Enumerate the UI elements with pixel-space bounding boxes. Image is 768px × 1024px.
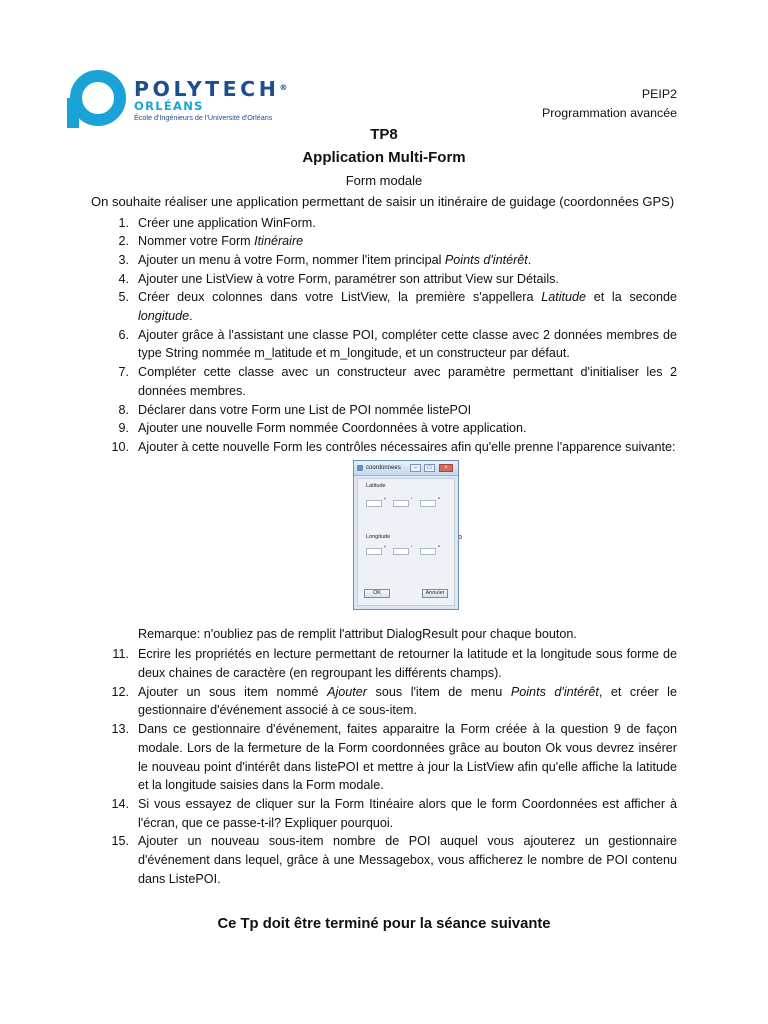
lat-seconds-field — [420, 500, 436, 507]
latitude-label: Latitude — [366, 482, 386, 489]
cancel-button: Annuler — [422, 589, 448, 598]
lon-degree-symbol: ° — [384, 545, 387, 552]
form-screenshot-figure — [91, 460, 677, 620]
form-title: coordonnees — [366, 464, 401, 471]
lat-minute-symbol: ' — [411, 497, 413, 504]
list-item: 5. Créer deux colonnes dans votre ListView, la première s'appellera Latitude et la seconde longitude. — [118, 290, 677, 324]
steps-list-continued — [91, 645, 677, 888]
remark: Remarque: n'oubliez pas de remplit l'attribut DialogResult pour chaque bouton. — [138, 626, 577, 641]
list-item: 12. Ajouter un sous item nommé Ajouter sous l'item de menu Points d'intérêt, et créer le gestionnaire d'événement associé à ce sous-item. — [111, 684, 677, 718]
longitude-label: Longitude — [366, 533, 391, 540]
list-item: 6. Ajouter grâce à l'assistant une classe POI, compléter cette classe avec 2 données membres de type String nommée m_latitude et m_longitude, et un constructeur par défaut. — [118, 327, 677, 361]
polytech-logo-icon — [66, 70, 126, 130]
lon-seconds-field — [420, 548, 436, 555]
document-body — [91, 192, 677, 888]
form-app-icon — [357, 465, 363, 471]
header-class: PEIP2 — [641, 87, 677, 101]
list-item: 8. Déclarer dans votre Form une List de POI nommée listePOI — [118, 402, 472, 417]
header-course: Programmation avancée — [542, 106, 677, 120]
list-item: 3. Ajouter un menu à votre Form, nommer l'item principal Points d'intérêt. — [118, 252, 532, 267]
steps-list — [91, 214, 677, 457]
lat-degrees-field — [366, 500, 382, 507]
intro-paragraph: On souhaite réaliser une application permettant de saisir un itinéraire de guidage (coordonnées GPS) — [91, 194, 675, 209]
logo-registered: ® — [279, 83, 288, 92]
title-app: Application Multi-Form — [302, 149, 466, 166]
list-item: 13. Dans ce gestionnaire d'événement, faites apparaitre la Form créée à la question 9 de façon modale. Lors de la fermeture de la Form coordonnées grâce au bouton Ok vous devrez insérer le nouveau point d'intérêt dans listePOI et mettre à jour la ListView afin qu'elle affiche la latitude et la longitude saisies dans la Form modale. — [111, 722, 677, 793]
lon-minute-symbol: ' — [411, 545, 413, 552]
minimize-icon: – — [410, 464, 421, 472]
list-item: 2. Nommer votre Form Itinéraire — [118, 234, 304, 249]
polytech-logo — [66, 70, 306, 130]
subtitle: Form modale — [345, 173, 423, 188]
close-icon: × — [439, 464, 453, 472]
maximize-icon: □ — [424, 464, 435, 472]
list-item: 9. Ajouter une nouvelle Form nommée Coordonnées à votre application. — [118, 421, 527, 436]
list-item: 15. Ajouter un nouveau sous-item nombre de POI auquel vous ajouterez un gestionnaire d'événement dans lequel, grâce à une Messagebox, vous afficherez le nombre de POI contenu dans ListePOI. — [111, 834, 677, 886]
list-item: 1. Créer une application WinForm. — [118, 215, 316, 230]
resize-handle — [458, 535, 462, 539]
list-item: 7. Compléter cette classe avec un constructeur avec paramètre permettant d'initialiser les 2 données membres. — [118, 365, 677, 398]
lon-degrees-field — [366, 548, 382, 555]
footer-note: Ce Tp doit être terminé pour la séance suivante — [217, 916, 551, 932]
list-item: 10. Ajouter à cette nouvelle Form les contrôles nécessaires afin qu'elle prenne l'apparence suivante: — [111, 439, 676, 454]
logo-subtitle: École d'Ingénieurs de l'Université d'Orléans — [134, 113, 273, 122]
ok-button: OK — [364, 589, 390, 598]
lat-second-symbol: " — [438, 497, 441, 504]
lat-minutes-field — [393, 500, 409, 507]
header-info — [542, 85, 677, 123]
title-tp: TP8 — [370, 126, 398, 143]
list-item: 14. Si vous essayez de cliquer sur la Form Itinéaire alors que le form Coordonnées est afficher à l'écran, que ce passe-t-il? Expliquer pourquoi. — [111, 796, 677, 830]
lon-minutes-field — [393, 548, 409, 555]
logo-city: ORLÉANS — [134, 99, 204, 113]
form-body — [357, 478, 455, 606]
lat-degree-symbol: ° — [384, 497, 387, 504]
lon-second-symbol: " — [438, 545, 441, 552]
logo-name: POLYTECH — [134, 77, 280, 101]
coordonnees-form-screenshot — [353, 460, 459, 610]
form-titlebar — [354, 461, 458, 476]
list-item: 11. Ecrire les propriétés en lecture permettant de retourner la latitude et la longitude sous forme de deux chaines de caractère (en regroupant les différents champs). — [112, 647, 677, 681]
list-item: 4. Ajouter une ListView à votre Form, paramétrer son attribut View sur Détails. — [118, 271, 559, 286]
